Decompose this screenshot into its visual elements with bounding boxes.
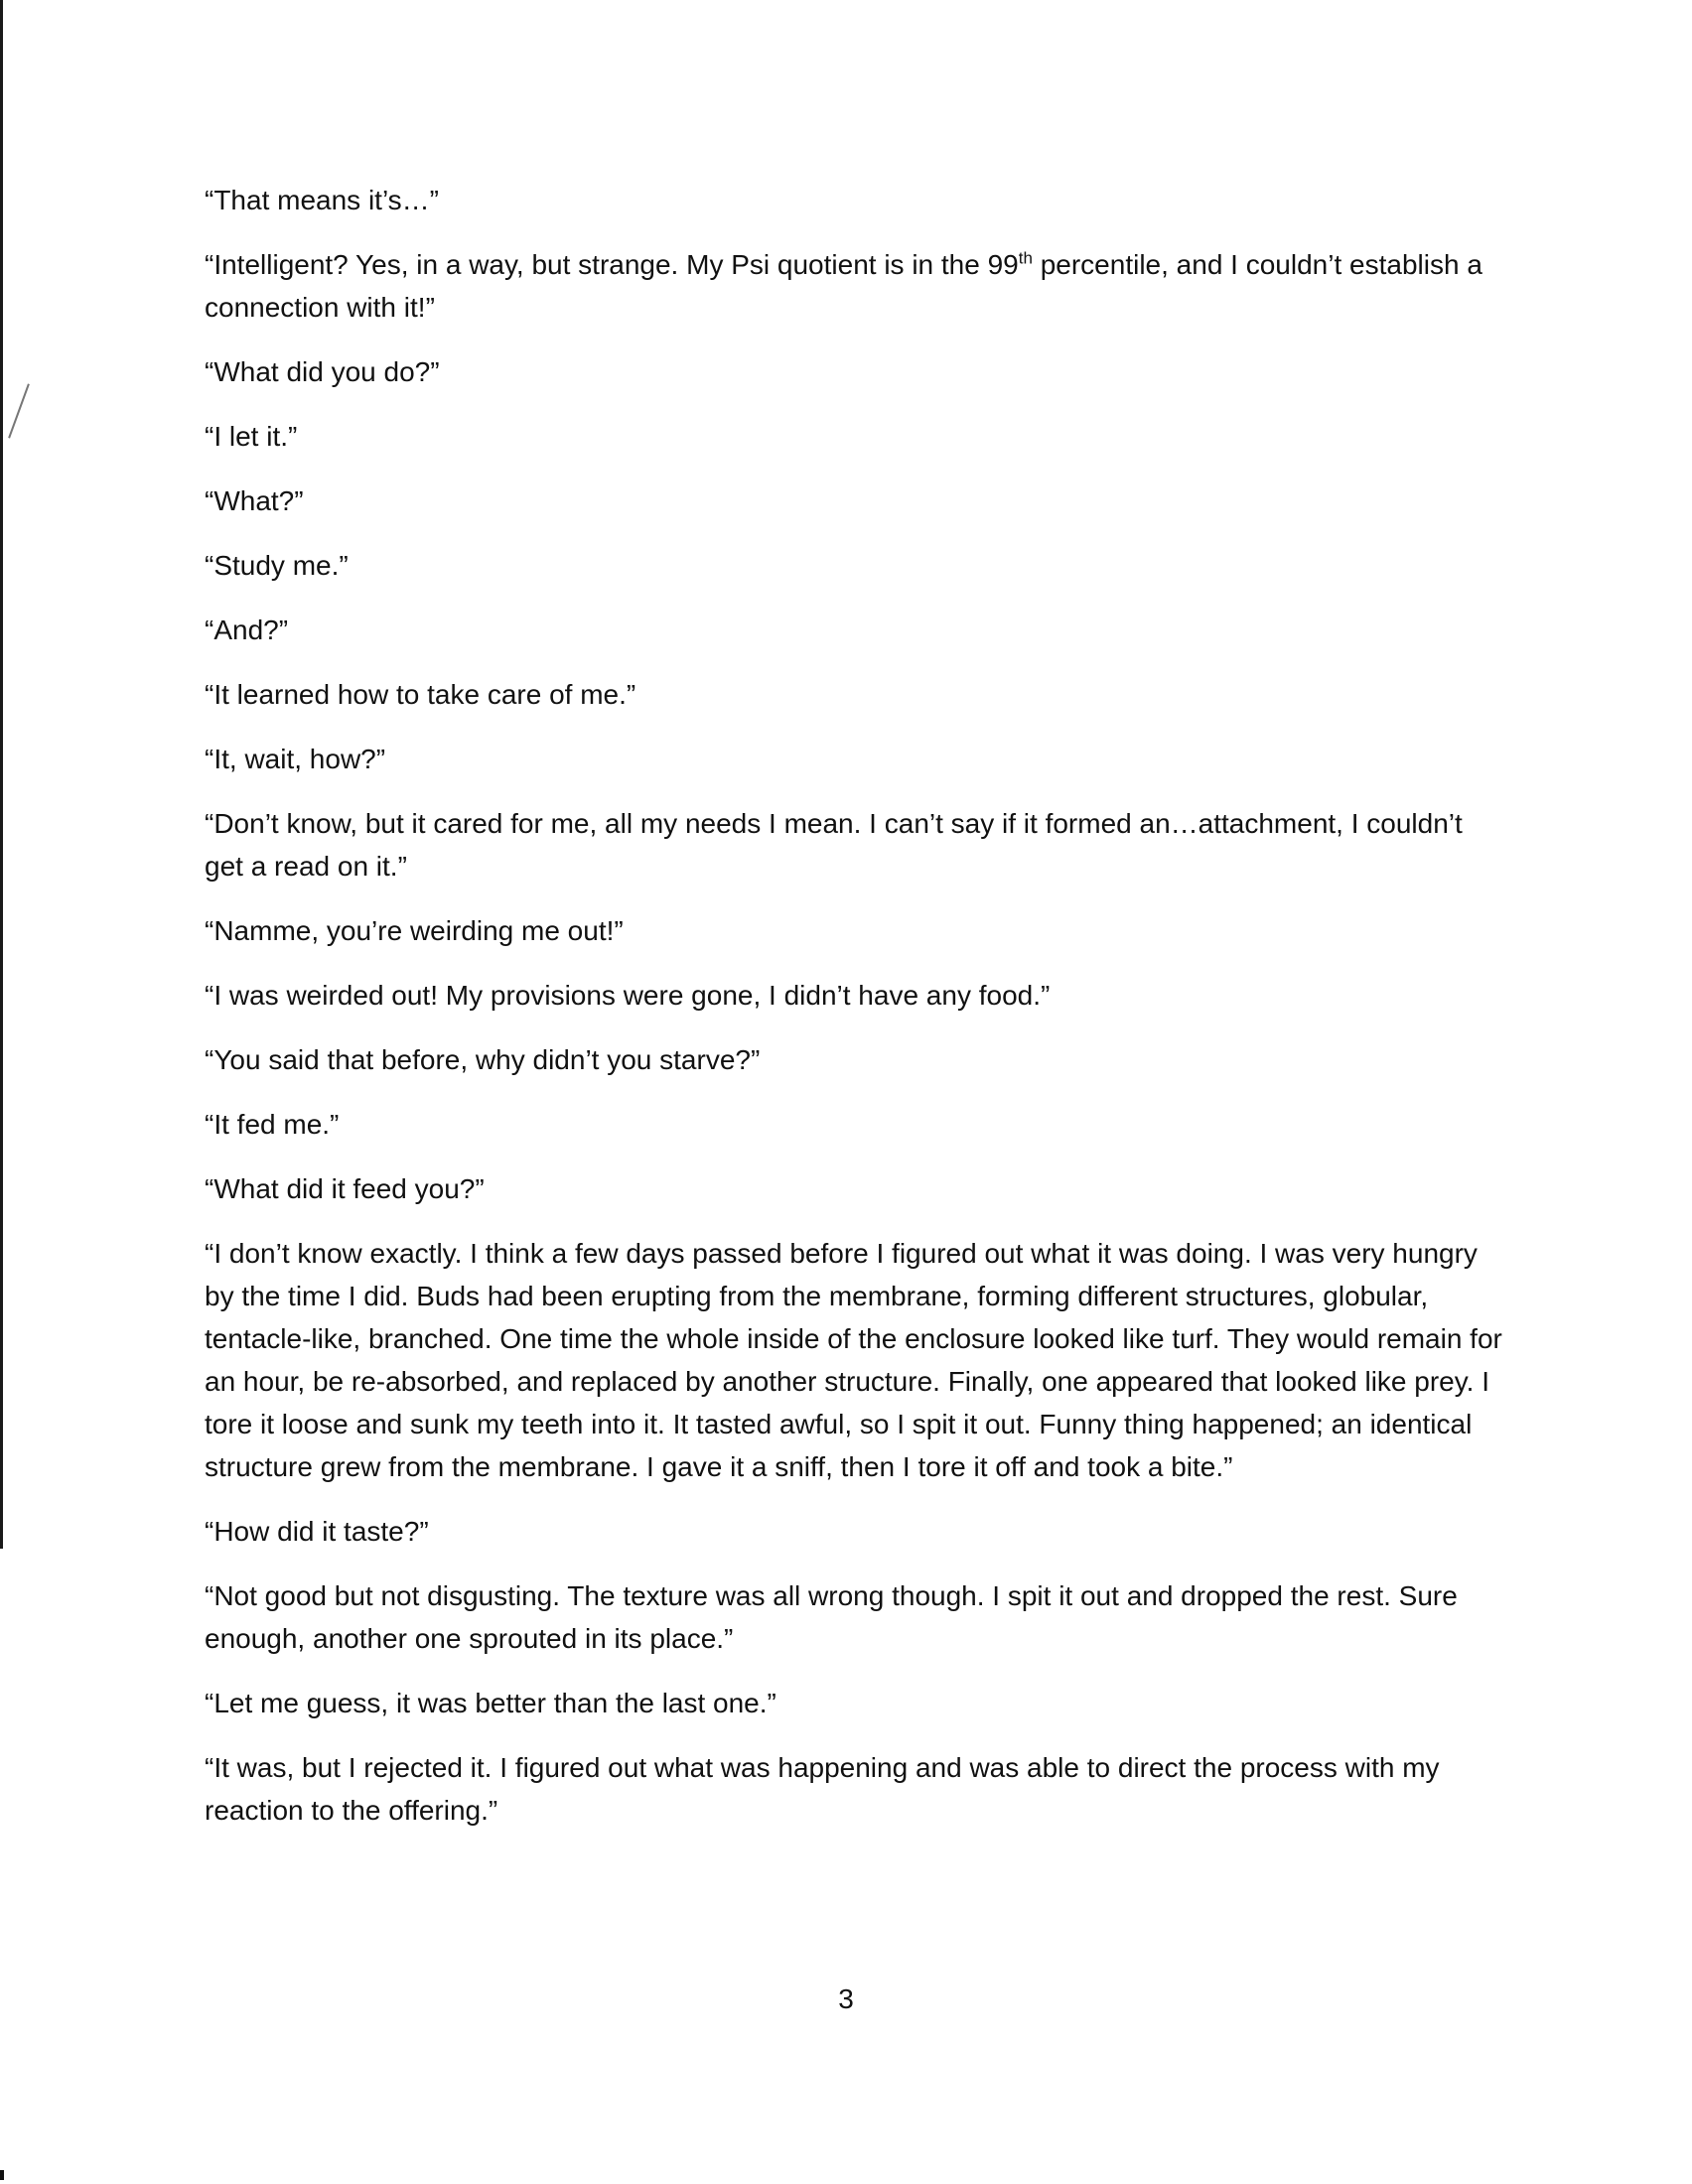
paragraph: “Study me.” [205, 550, 349, 581]
paragraph: “Not good but not disgusting. The texture was all wrong though. I spit it out and dropped the rest. Sure enough, another one sprouted in its place.” [205, 1580, 1458, 1654]
paragraph: “Namme, you’re weirding me out!” [205, 915, 624, 946]
paragraph: “It was, but I rejected it. I figured out what was happening and was able to direct the process with my reaction to the offering.” [205, 1752, 1440, 1826]
paragraph: “I let it.” [205, 421, 298, 452]
paragraph: “It fed me.” [205, 1109, 340, 1140]
paragraph: “How did it taste?” [205, 1516, 429, 1547]
paragraph: “What did it feed you?” [205, 1173, 485, 1204]
paragraph-text: percentile, and I couldn’t establish a connection with it!” [205, 249, 1482, 323]
scan-corner-mark [0, 2170, 4, 2180]
ordinal-superscript: th [1018, 248, 1033, 268]
paragraph: “And?” [205, 614, 289, 645]
scan-stray-mark [8, 383, 30, 438]
paragraph: “That means it’s…” [205, 185, 439, 215]
page-number: 3 [838, 1983, 854, 2014]
paragraph: “You said that before, why didn’t you starve?” [205, 1044, 761, 1075]
paragraph-psi-quotient [205, 243, 1505, 329]
paragraph: “It, wait, how?” [205, 744, 386, 774]
paragraph: “What?” [205, 485, 304, 516]
paragraph: “What did you do?” [205, 356, 440, 387]
paragraph: “I was weirded out! My provisions were gone, I didn’t have any food.” [205, 980, 1051, 1011]
paragraph: “It learned how to take care of me.” [205, 679, 636, 710]
paragraph: “Don’t know, but it cared for me, all my needs I mean. I can’t say if it formed an…attachment, I couldn’t get a read on it.” [205, 808, 1463, 882]
paragraph: “I don’t know exactly. I think a few days passed before I figured out what it was doing. I was very hungry by the time I did. Buds had been erupting from the membrane, forming different structures, globular, tentacle-like, branched. One time the whole inside of the enclosure looked like turf. They would remain for an hour, be re-absorbed, and replaced by another structure. Finally, one appeared that looked like prey. I tore it loose and sunk my teeth into it. It tasted awful, so I spit it out. Funny thing happened; an identical structure grew from the membrane. I gave it a sniff, then I tore it off and took a bite.” [205, 1238, 1502, 1482]
paragraph: “Let me guess, it was better than the last one.” [205, 1688, 776, 1718]
scan-left-edge [0, 0, 3, 1549]
paragraph-text: “Intelligent? Yes, in a way, but strange. My Psi quotient is in the 99 [205, 249, 1019, 280]
body-text [205, 179, 1505, 1853]
